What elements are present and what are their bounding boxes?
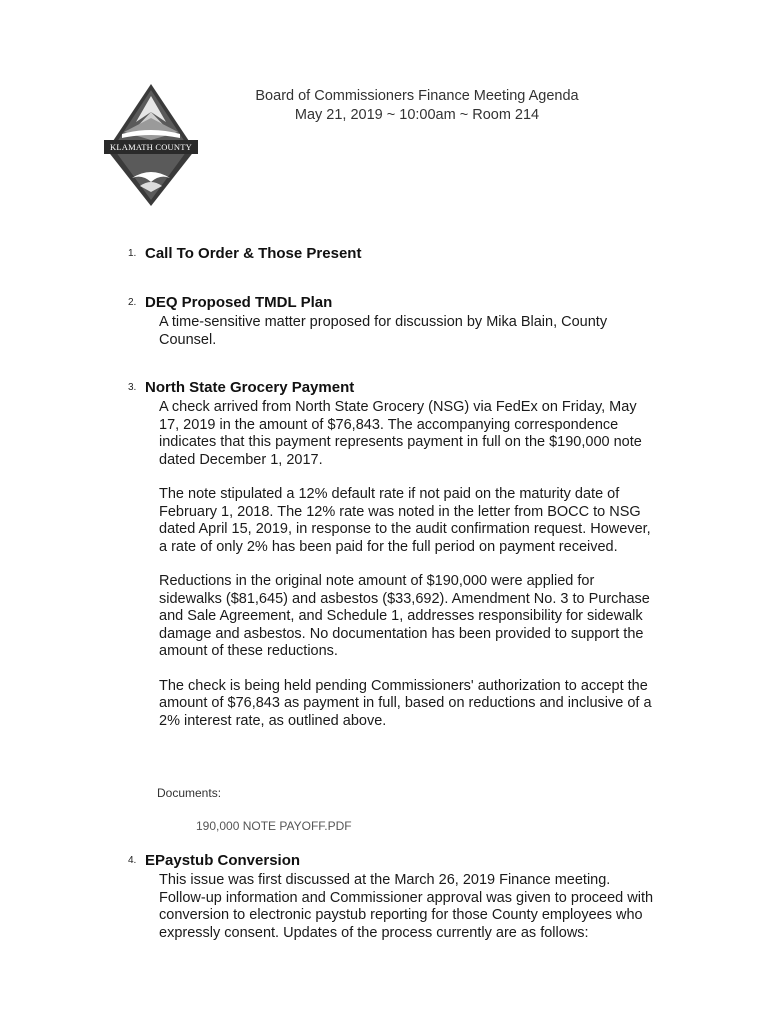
item-title: EPaystub Conversion <box>145 852 301 869</box>
item-number: 2. <box>128 297 137 308</box>
agenda-title: Board of Commissioners Finance Meeting Agenda <box>255 88 579 104</box>
klamath-county-logo <box>104 82 198 208</box>
item-body <box>159 314 659 366</box>
agenda-date-line: May 21, 2019 ~ 10:00am ~ Room 214 <box>294 107 540 123</box>
item-title: DEQ Proposed TMDL Plan <box>145 294 333 311</box>
item-number: 3. <box>128 382 137 393</box>
item-paragraph: The note stipulated a 12% default rate if not paid on the maturity date of February 1, 2018. The 12% rate was noted in the letter from BOCC to NSG dated April 15, 2019, in response to the audit confirmation request. However, a rate of only 2% has been paid for the full period on payment received. <box>159 486 651 555</box>
item-title: Call To Order & Those Present <box>145 245 362 262</box>
item-body <box>159 399 659 747</box>
item-paragraph: A time-sensitive matter proposed for discussion by Mika Blain, County Counsel. <box>159 314 608 348</box>
item-paragraph: Reductions in the original note amount of $190,000 were applied for sidewalks ($81,645) and asbestos ($33,692). Amendment No. 3 to Purchase and Sale Agreement, and Schedule 1, addresses responsibility for sidewalk damage and asbestos. No documentation has been provided to support the amount of these reductions. <box>159 573 650 659</box>
item-title: North State Grocery Payment <box>145 379 355 396</box>
logo-text: KLAMATH COUNTY <box>110 142 192 152</box>
item-number: 1. <box>128 248 137 259</box>
item-body <box>159 872 659 959</box>
document-link-note-payoff[interactable]: 190,000 NOTE PAYOFF.PDF <box>196 819 352 833</box>
item-paragraph: The check is being held pending Commissioners' authorization to accept the amount of $76,843 as payment in full, based on reductions and inclusive of a 2% interest rate, as outlined above. <box>159 677 652 729</box>
item-number: 4. <box>128 855 137 866</box>
agenda-header <box>190 87 644 125</box>
documents-label: Documents: <box>157 786 222 800</box>
item-paragraph: This issue was first discussed at the March 26, 2019 Finance meeting. Follow-up information and Commissioner approval was given to proceed with conversion to electronic paystub reporting for those County employees who expressly consent. Updates of the process currently are as follows: <box>159 872 654 941</box>
item-paragraph: A check arrived from North State Grocery (NSG) via FedEx on Friday, May 17, 2019 in the amount of $76,843. The accompanying correspondence indicates that this payment represents payment in full on the $190,000 note dated December 1, 2017. <box>159 399 642 468</box>
